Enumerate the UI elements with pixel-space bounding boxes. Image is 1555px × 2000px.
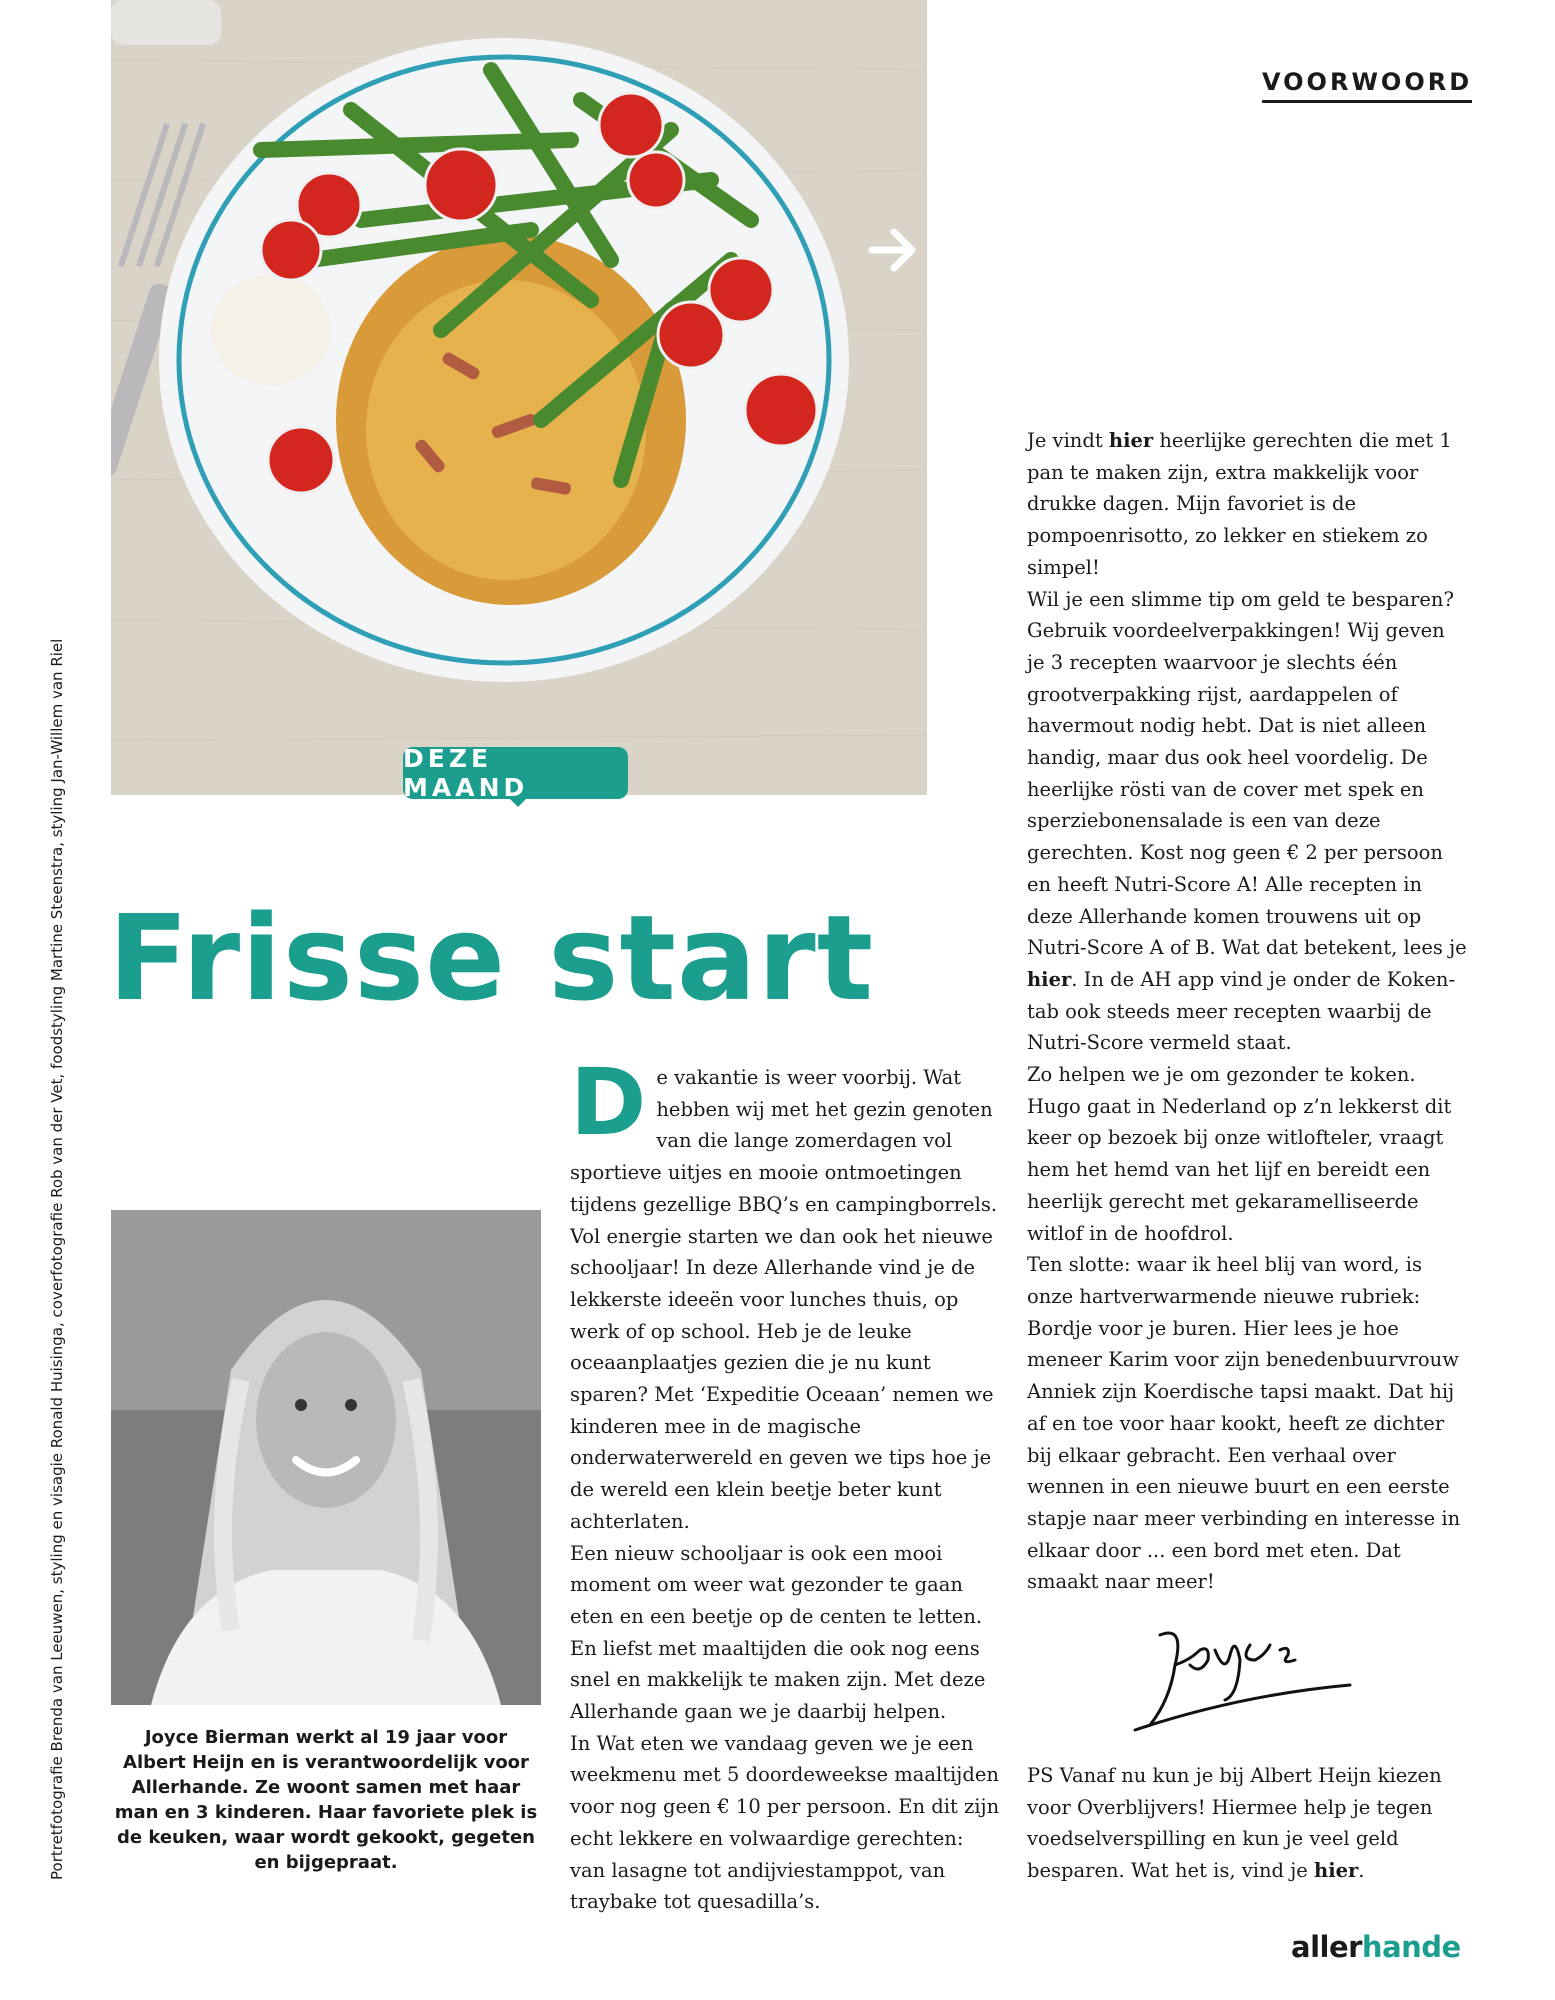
portrait-illustration: [111, 1210, 541, 1705]
body-paragraph-4: Ten slotte: waar ik heel blij van word, is onze hartverwarmende nieuwe rubriek: Bordje voor je buren. Hier lees je hoe meneer Karim voor zijn benedenbuurvrouw Anniek zijn Koerdische tapsi maakt. Dat hij af en toe voor haar kookt, heeft ze dichter bij elkaar gebracht. Een verhaal over wennen in een nieuwe buurt en een eerste stapje naar meer verbinding en interesse in elkaar door ... een bord met eten. Dat smaakt naar meer!: [1027, 1253, 1461, 1594]
arrow-right-icon: [864, 220, 924, 280]
intro-paragraph-2: Een nieuw schooljaar is ook een mooi moment om weer wat gezonder te gaan eten en een beetje op de centen te letten. En liefst met maaltijden die ook nog eens snel en makkelijk te maken zijn. Met deze Allerhande gaan we je daarbij helpen.: [570, 1541, 986, 1724]
recipes-link[interactable]: hier: [1108, 429, 1154, 452]
month-tag: [403, 744, 628, 802]
ps-text-end: .: [1358, 1859, 1365, 1883]
author-portrait: [111, 1210, 541, 1705]
body-paragraph-3: Zo helpen we je om gezonder te koken. Hugo gaat in Nederland op z’n lekkerst dit keer op bezoek bij onze witlofteler, vraagt hem het hemd van het lijf en bereidt een heerlijk gerecht met gekaramelliseerde witlof in de hoofdrol.: [1027, 1063, 1452, 1245]
intro-column: [570, 1049, 1000, 1918]
postscript: [1027, 1760, 1467, 1887]
body-text: Je vindt: [1027, 429, 1109, 452]
body-text: heerlijke gerechten die met 1 pan te maken zijn, extra makkelijk voor drukke dagen. Mijn favoriet is de pompoenrisotto, zo lekker en stiekem zo simpel!: [1027, 429, 1452, 579]
body-text: Wil je een slimme tip om geld te besparen? Gebruik voordeelverpakkingen! Wij geven je 3 recepten waarvoor je slechts één grootverpakking rijst, aardappelen of havermout nodig hebt. Dat is niet alleen handig, maar dus ook heel voordelig. De heerlijke rösti van de cover met spek en sperziebonensalade is een van deze gerechten. Kost nog geen € 2 per persoon en heeft Nutri-Score A! Alle recepten in deze Allerhande komen trouwens uit op Nutri-Score A of B. Wat dat betekent, lees je: [1027, 587, 1467, 960]
intro-paragraph: [570, 1049, 1000, 1538]
rosti-plate-illustration: [111, 0, 927, 795]
brand-logo-part2: hande: [1361, 1930, 1461, 1964]
page-title: Frisse start: [108, 889, 875, 1028]
body-paragraph-2: [1027, 584, 1467, 1060]
nutriscore-link[interactable]: hier: [1027, 967, 1072, 991]
section-label: VOORWOORD: [1262, 68, 1472, 103]
body-column: [1027, 425, 1467, 1598]
intro-body: e vakantie is weer voorbij. Wat hebben wij met het gezin genoten van die lange zomerdagen vol sportieve uitjes en mooie ontmoetingen tijdens gezellige BBQ’s en campingborrels. Vol energie starten we dan ook het nieuwe schooljaar! In deze Allerhande vind je de lekkerste ideeën voor lunches thuis, op werk of op school. Heb je de leuke oceaanplaatjes gezien die je nu kunt sparen? Met ‘Expeditie Oceaan’ nemen we kinderen mee in de magische onderwaterwereld en geven we tips hoe je de wereld een klein beetje beter kunt achterlaten.: [570, 1066, 998, 1533]
signature: [1130, 1605, 1360, 1735]
overblijvers-link[interactable]: hier: [1314, 1859, 1359, 1883]
month-tag-label: DEZE MAAND: [403, 744, 529, 802]
hero-food-photo: [111, 0, 927, 795]
ps-text: PS Vanaf nu kun je bij Albert Heijn kiezen voor Overblijvers! Hiermee help je tegen voedselverspilling en kun je veel geld besparen. Wat het is, vind je: [1027, 1764, 1442, 1883]
drop-cap: D: [570, 1049, 647, 1156]
portrait-caption: Joyce Bierman werkt al 19 jaar voor Albert Heijn en is verantwoordelijk voor Allerhande. Ze woont samen met haar man en 3 kinderen. Haar favoriete plek is de keuken, waar wordt gekookt, gegeten en bijgepraat.: [114, 1727, 538, 1873]
body-text: . In de AH app vind je onder de Koken-tab ook steeds meer recepten waarbij de Nutri-Score vermeld staat.: [1027, 967, 1456, 1055]
body-paragraph-1: [1027, 425, 1467, 584]
brand-logo-part1: aller: [1291, 1930, 1362, 1964]
photo-credit: Portretfotografie Brenda van Leeuwen, styling en visagie Ronald Huisinga, coverfotografie Rob van der Vet, foodstyling Martine Steenstra, styling Jan-Willem van Riel: [48, 638, 66, 1880]
month-tag-pointer: [508, 797, 528, 807]
brand-logo: [1291, 1930, 1461, 1964]
intro-paragraph-3: In Wat eten we vandaag geven we je een weekmenu met 5 doordeweekse maaltijden voor nog geen € 10 per persoon. En dit zijn echt lekkere en volwaardige gerechten: van lasagne tot andijviestamppot, van traybake tot quesadilla’s.: [570, 1731, 1000, 1914]
